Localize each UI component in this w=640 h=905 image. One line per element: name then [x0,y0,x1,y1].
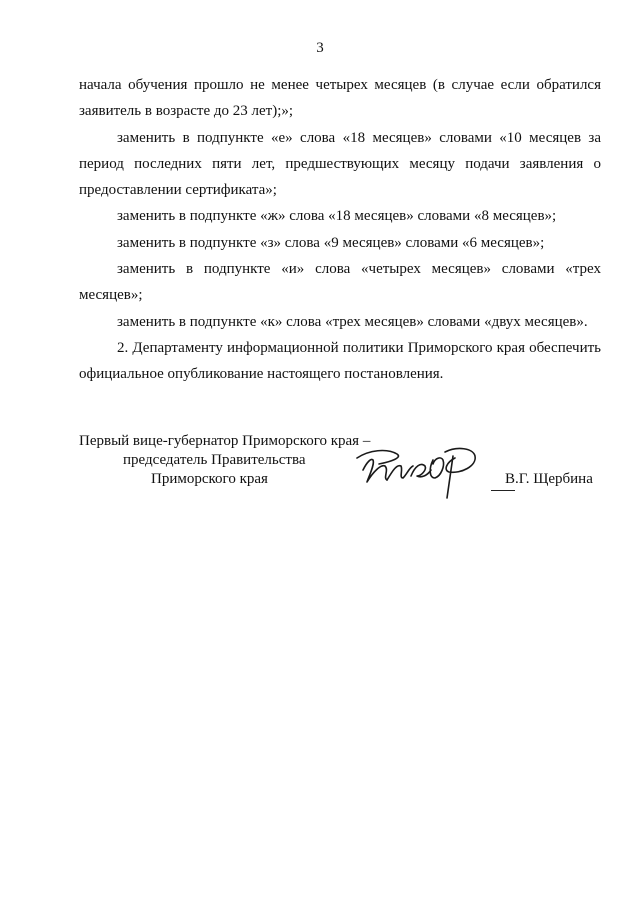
signatory-title-line-2: председатель Правительства [123,452,306,468]
paragraph-subitem-z: заменить в подпункте «з» слова «9 месяцев» словами «6 месяцев»; [117,234,545,251]
signature-line [491,490,515,491]
paragraph-subitem-i: заменить в подпункте «и» слова «четырех месяцев» словами «трех месяцев»; [79,261,601,304]
handwritten-signature-icon [349,436,489,506]
signatory-name: В.Г. Щербина [505,471,593,487]
page-number: 3 [316,40,324,56]
signatory-title-line-1: Первый вице-губернатор Приморского края – [79,433,371,449]
paragraph-item-2: 2. Департаменту информационной политики Приморского края обеспечить официальное опубликование настоящего постановления. [79,339,601,383]
signature-block [79,432,601,512]
paragraph-subitem-zh: заменить в подпункте «ж» слова «18 месяцев» словами «8 месяцев»; [117,208,557,225]
paragraph-subitem-e: заменить в подпункте «е» слова «18 месяцев» словами «10 месяцев за период последних пяти лет, предшествующих месяцу подачи заявления о предоставлении сертификата»; [79,129,601,199]
document-body [79,72,601,388]
paragraph-continuation: начала обучения прошло не менее четырех месяцев (в случае если обратился заявитель в возрасте до 23 лет);»; [79,77,601,120]
paragraph-subitem-k: заменить в подпункте «к» слова «трех месяцев» словами «двух месяцев». [117,313,588,330]
signatory-title-line-3: Приморского края [151,471,268,487]
